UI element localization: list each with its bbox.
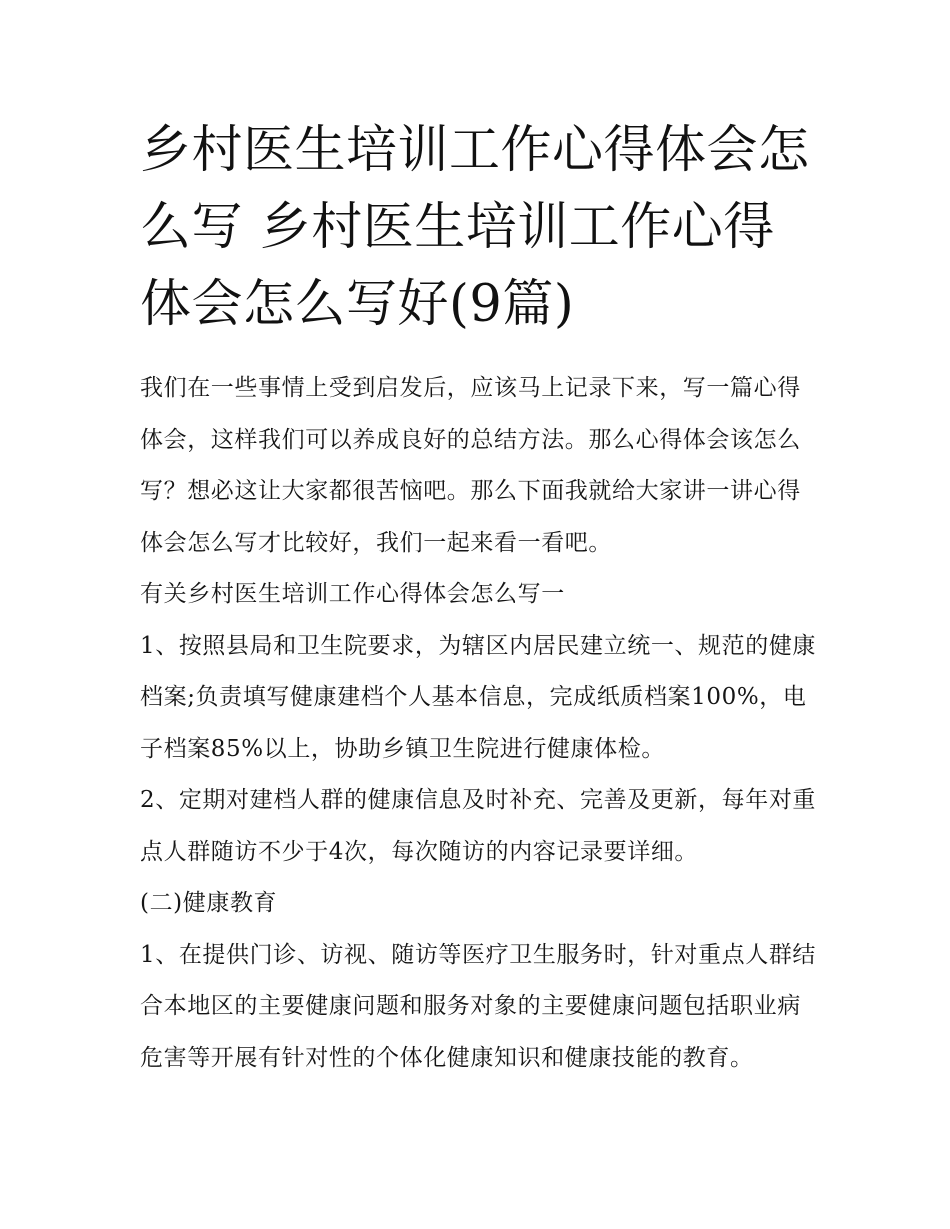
document-body bbox=[140, 112, 820, 1084]
list-item-1: 1、按照县局和卫生院要求，为辖区内居民建立统一、规范的健康档案;负责填写健康建档个人基本信息，完成纸质档案100%，电子档案85%以上，协助乡镇卫生院进行健康体检。 bbox=[140, 632, 817, 762]
subsection-heading: (二)健康教育 bbox=[140, 890, 278, 916]
list-item-3: 1、在提供门诊、访视、随访等医疗卫生服务时，针对重点人群结合本地区的主要健康问题和服务对象的主要健康问题包括职业病危害等开展有针对性的个体化健康知识和健康技能的教育。 bbox=[140, 941, 817, 1071]
intro-paragraph: 我们在一些事情上受到启发后，应该马上记录下来，写一篇心得体会，这样我们可以养成良好的总结方法。那么心得体会该怎么写？想必这让大家都很苦恼吧。那么下面我就给大家讲一讲心得体会怎么写才比较好，我们一起来看一看吧。 bbox=[140, 375, 801, 556]
section-heading: 有关乡村医生培训工作心得体会怎么写一 bbox=[140, 581, 565, 607]
document-title: 乡村医生培训工作心得体会怎么写 乡村医生培训工作心得体会怎么写好(9篇) bbox=[140, 121, 810, 334]
list-item-2: 2、定期对建档人群的健康信息及时补充、完善及更新，每年对重点人群随访不少于4次，每次随访的内容记录要详细。 bbox=[140, 787, 817, 865]
